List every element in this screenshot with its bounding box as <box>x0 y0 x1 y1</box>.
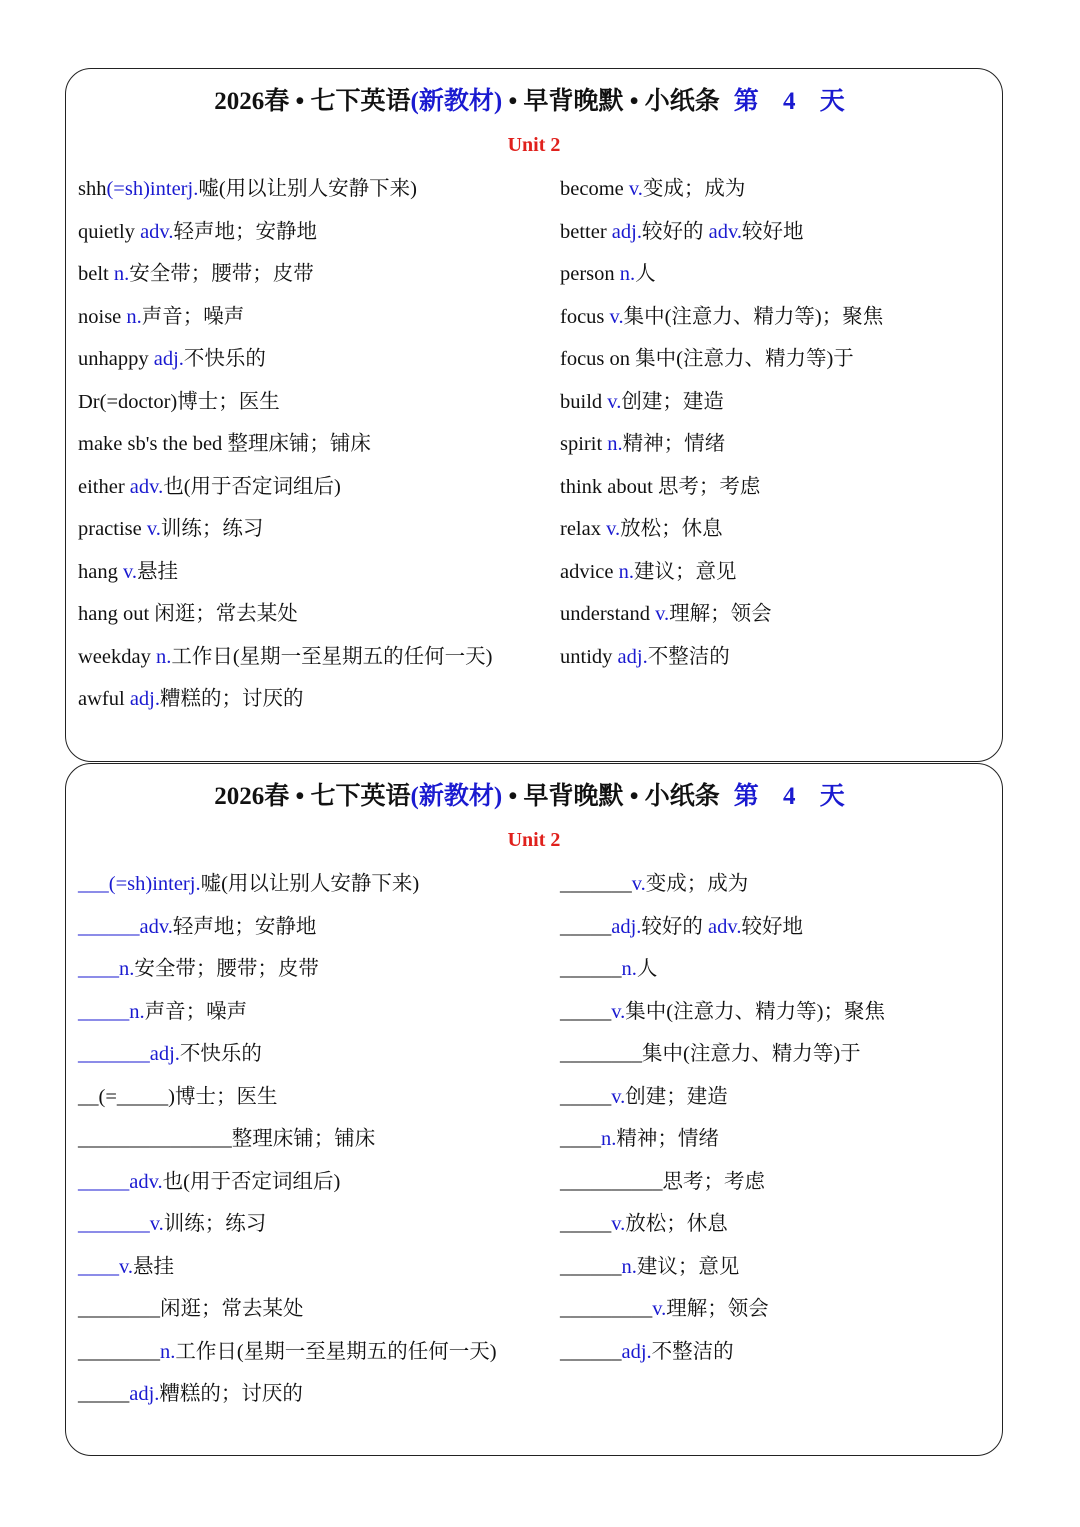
meaning: 糟糕的；讨厌的 <box>159 688 304 710</box>
meaning: 不整洁的 <box>647 645 730 668</box>
word-blank[interactable]: ______ <box>560 1340 622 1363</box>
meaning: 悬挂 <box>133 1255 175 1278</box>
meaning: 工作日(星期一至星期五的任何一天) <box>175 1340 497 1363</box>
part-of-speech: n. <box>126 305 142 328</box>
vocab-row <box>78 1169 497 1212</box>
part-of-speech: n. <box>155 645 172 668</box>
word-blank[interactable]: _________ <box>560 1298 653 1320</box>
meaning: 集中(注意力、精力等)；聚焦 <box>625 1000 885 1023</box>
vocab-row <box>560 1211 885 1254</box>
unit-label: Unit 2 <box>507 134 561 156</box>
part-of-speech: v. <box>609 305 624 328</box>
meaning: 精神；情绪 <box>622 433 726 455</box>
meaning: 变成；成为 <box>642 178 746 200</box>
vocab-row <box>78 956 497 999</box>
meaning: 安全带；腰带；皮带 <box>134 958 319 980</box>
part-of-speech: adj. <box>129 1383 160 1405</box>
word-blank[interactable]: ______ <box>78 915 140 938</box>
vocab-row <box>78 516 493 559</box>
word: Dr(=doctor) <box>78 390 178 413</box>
vocab-row <box>78 644 493 687</box>
part-of-speech: adj. <box>611 220 642 243</box>
meaning: 声音；噪声 <box>141 305 245 328</box>
vocab-row <box>560 1041 885 1084</box>
vocab-row <box>78 601 493 644</box>
part-of-speech: n. <box>607 433 623 455</box>
meaning: 也(用于否定词组后) <box>162 1170 341 1193</box>
vocab-row <box>78 261 493 304</box>
word-blank[interactable]: ______ <box>560 958 622 980</box>
meaning-2: 较好地 <box>742 220 804 243</box>
left-column <box>78 871 497 1424</box>
word-blank[interactable]: _____ <box>78 1170 130 1193</box>
word: untidy <box>560 645 618 668</box>
word-blank[interactable]: ______ <box>560 1255 622 1278</box>
meaning: 也(用于否定词组后) <box>163 475 341 498</box>
left-column <box>78 176 493 729</box>
meaning: 训练；练习 <box>160 518 264 540</box>
part-of-speech-2: adv. <box>708 220 742 243</box>
meaning: 集中(注意力、精力等)于 <box>642 1043 861 1065</box>
right-column <box>560 176 883 686</box>
word: practise <box>78 518 147 540</box>
word-blank[interactable]: _____ <box>560 1085 612 1108</box>
part-of-speech: adv. <box>129 1170 163 1193</box>
word-blank[interactable]: _______ <box>78 1213 150 1235</box>
part-of-speech: n. <box>129 1000 145 1023</box>
vocab-row <box>78 176 493 219</box>
meaning: 建议；意见 <box>634 560 737 583</box>
vocab-row <box>78 1296 497 1339</box>
right-column <box>560 871 885 1381</box>
vocab-row <box>78 1126 497 1169</box>
word-blank[interactable]: ________ <box>560 1043 642 1065</box>
part-of-speech: adj. <box>611 915 642 938</box>
vocab-row <box>78 1041 497 1084</box>
vocab-row <box>560 914 885 957</box>
vocab-row <box>78 431 493 474</box>
word: shh <box>78 178 107 200</box>
meaning: 思考；考虑 <box>657 475 761 498</box>
part-of-speech: v. <box>611 1085 626 1108</box>
word-blank[interactable]: _______________ <box>78 1128 232 1150</box>
part-of-speech: adj. <box>621 1340 652 1363</box>
word: belt <box>78 263 114 285</box>
meaning: 不快乐的 <box>179 1043 262 1065</box>
vocab-row <box>560 644 883 687</box>
word: awful <box>78 688 130 710</box>
part-of-speech: v. <box>149 1213 164 1235</box>
word-blank[interactable]: __________ <box>560 1170 663 1193</box>
vocab-row <box>560 1084 885 1127</box>
vocab-row <box>560 1339 885 1382</box>
vocab-row <box>560 176 883 219</box>
word-blank[interactable]: _____ <box>78 1383 130 1405</box>
meaning-2: 较好地 <box>741 915 803 938</box>
vocab-card-answers <box>65 68 1003 762</box>
part-of-speech: n. <box>621 958 637 980</box>
meaning: 不整洁的 <box>651 1340 734 1363</box>
part-of-speech: n. <box>113 263 130 285</box>
part-of-speech: v. <box>631 873 646 895</box>
part-of-speech: v. <box>146 518 161 540</box>
vocab-row <box>560 304 883 347</box>
part-of-speech: v. <box>606 518 621 540</box>
part-of-speech: adj. <box>153 348 184 370</box>
card-title <box>66 776 1002 812</box>
meaning: 声音；噪声 <box>144 1000 248 1023</box>
vocab-row <box>560 1254 885 1297</box>
vocab-row <box>78 1381 497 1424</box>
part-of-speech: v. <box>122 560 138 583</box>
vocab-row <box>78 914 497 957</box>
part-of-speech: v. <box>119 1255 134 1278</box>
vocab-row <box>78 389 493 432</box>
title-part3: • 早背晚默 • 小纸条 <box>502 88 720 115</box>
meaning: 思考；考虑 <box>662 1170 765 1193</box>
meaning: 轻声地；安静地 <box>173 220 317 243</box>
meaning: 工作日(星期一至星期五的任何一天) <box>171 645 493 668</box>
part-of-speech: n. <box>601 1128 617 1150</box>
vocab-row <box>560 999 885 1042</box>
meaning: 博士；医生 <box>174 1085 278 1108</box>
vocab-row <box>560 474 883 517</box>
word: unhappy <box>78 348 154 370</box>
word: hang out <box>78 603 155 625</box>
meaning: 集中(注意力、精力等)于 <box>635 348 854 370</box>
vocab-row <box>78 304 493 347</box>
word-blank[interactable]: ________ <box>78 1298 160 1320</box>
meaning: 变成；成为 <box>645 873 749 895</box>
meaning: 训练；练习 <box>163 1213 267 1235</box>
meaning: 闲逛；常去某处 <box>154 603 298 625</box>
word: focus on <box>560 348 636 370</box>
part-of-speech: (=sh)interj. <box>106 178 199 200</box>
word-blank[interactable]: _____ <box>560 1000 612 1023</box>
vocab-row <box>560 1296 885 1339</box>
word: build <box>560 390 608 413</box>
vocab-row <box>78 1254 497 1297</box>
word-blank[interactable]: _______ <box>560 873 632 895</box>
meaning: 糟糕的；讨厌的 <box>159 1383 303 1405</box>
meaning: 集中(注意力、精力等)；聚焦 <box>623 305 884 328</box>
vocab-row <box>560 219 883 262</box>
part-of-speech: adv. <box>129 475 164 498</box>
vocab-row <box>560 516 883 559</box>
word: noise <box>78 305 127 328</box>
meaning: 创建；建造 <box>625 1085 728 1108</box>
word-blank[interactable]: ____ <box>78 958 119 980</box>
title-part3: • 早背晚默 • 小纸条 <box>502 783 720 810</box>
vocab-row <box>560 559 883 602</box>
vocab-row <box>560 1169 885 1212</box>
part-of-speech: adv. <box>139 915 173 938</box>
meaning: 较好的 <box>641 915 709 938</box>
meaning: 人 <box>635 263 656 285</box>
part-of-speech: adj. <box>129 688 160 710</box>
title-day: 第 4 天 <box>733 783 854 810</box>
vocab-row <box>78 686 493 729</box>
meaning: 放松；休息 <box>620 518 723 540</box>
meaning: 理解；领会 <box>666 1298 769 1320</box>
part-of-speech: n. <box>619 263 636 285</box>
meaning: 理解；领会 <box>669 603 772 625</box>
word: advice <box>560 560 619 583</box>
word-blank[interactable]: _______ <box>78 1043 150 1065</box>
meaning: 博士；医生 <box>177 390 280 413</box>
word-blank[interactable]: _____ <box>560 1213 612 1235</box>
vocab-row <box>78 1339 497 1382</box>
word-blank[interactable]: _____ <box>78 1000 130 1023</box>
word-blank[interactable]: ___ <box>78 873 109 895</box>
word: quietly <box>78 220 141 243</box>
meaning: 精神；情绪 <box>616 1128 719 1150</box>
vocab-row <box>560 431 883 474</box>
part-of-speech: n. <box>119 958 135 980</box>
title-part2: (新教材) <box>410 783 503 810</box>
word: think about <box>560 475 658 498</box>
vocab-row <box>78 1211 497 1254</box>
meaning: 闲逛；常去某处 <box>160 1298 304 1320</box>
vocab-row <box>78 559 493 602</box>
word: spirit <box>560 433 608 455</box>
word-blank[interactable]: ____ <box>560 1128 601 1150</box>
vocab-row <box>78 346 493 389</box>
vocab-card-blanks <box>65 763 1003 1456</box>
vocab-row <box>78 871 497 914</box>
meaning: 建议；意见 <box>636 1255 740 1278</box>
part-of-speech: v. <box>607 390 622 413</box>
meaning: 不快乐的 <box>183 348 266 370</box>
vocab-row <box>560 956 885 999</box>
meaning: 嘘(用以让别人安静下来) <box>200 873 420 895</box>
meaning: 创建；建造 <box>621 390 724 413</box>
meaning: 整理床铺；铺床 <box>231 1128 376 1150</box>
part-of-speech: v. <box>611 1000 626 1023</box>
vocab-row <box>560 601 883 644</box>
part-of-speech: adj. <box>617 645 648 668</box>
meaning: 轻声地；安静地 <box>172 915 317 938</box>
word: either <box>78 475 130 498</box>
part-of-speech: v. <box>652 1298 667 1320</box>
word: make sb's the bed <box>78 433 228 455</box>
meaning: 安全带；腰带；皮带 <box>129 263 314 285</box>
meaning: 整理床铺；铺床 <box>227 433 371 455</box>
word: hang <box>78 560 123 583</box>
word: focus <box>560 305 610 328</box>
title-part2: (新教材) <box>410 88 503 115</box>
word-blank[interactable]: ________ <box>78 1340 160 1363</box>
vocab-row <box>560 871 885 914</box>
part-of-speech: v. <box>655 603 670 625</box>
vocab-row <box>78 219 493 262</box>
vocab-row <box>560 261 883 304</box>
part-of-speech: n. <box>160 1340 176 1363</box>
vocab-row <box>560 346 883 389</box>
card-title <box>66 81 1002 117</box>
word-blank[interactable]: ____ <box>78 1255 119 1278</box>
part-of-speech: adj. <box>149 1043 180 1065</box>
word: understand <box>560 603 656 625</box>
title-year: 2026 <box>214 88 265 115</box>
unit-label: Unit 2 <box>507 829 561 851</box>
part-of-speech-2: adv. <box>708 915 742 938</box>
part-of-speech: v. <box>611 1213 626 1235</box>
vocab-row <box>78 1084 497 1127</box>
vocab-row <box>78 999 497 1042</box>
word: become <box>560 178 629 200</box>
meaning: 人 <box>636 958 658 980</box>
title-part1: 春 • 七下英语 <box>264 783 411 810</box>
word: weekday <box>78 645 156 668</box>
word: relax <box>560 518 607 540</box>
part-of-speech: (=sh)interj. <box>108 873 201 895</box>
vocab-row <box>560 389 883 432</box>
word-blank[interactable]: __(=_____) <box>78 1085 175 1108</box>
title-part1: 春 • 七下英语 <box>264 88 411 115</box>
meaning: 嘘(用以让别人安静下来) <box>198 178 417 200</box>
word: person <box>560 263 620 285</box>
meaning: 放松；休息 <box>625 1213 728 1235</box>
title-day: 第 4 天 <box>733 88 854 115</box>
meaning: 悬挂 <box>137 560 179 583</box>
meaning: 较好的 <box>641 220 709 243</box>
part-of-speech: n. <box>618 560 634 583</box>
part-of-speech: n. <box>621 1255 637 1278</box>
part-of-speech: v. <box>628 178 643 200</box>
part-of-speech: adv. <box>140 220 174 243</box>
title-year: 2026 <box>214 783 265 810</box>
vocab-row <box>78 474 493 517</box>
word-blank[interactable]: _____ <box>560 915 612 938</box>
vocab-row <box>560 1126 885 1169</box>
word: better <box>560 220 612 243</box>
